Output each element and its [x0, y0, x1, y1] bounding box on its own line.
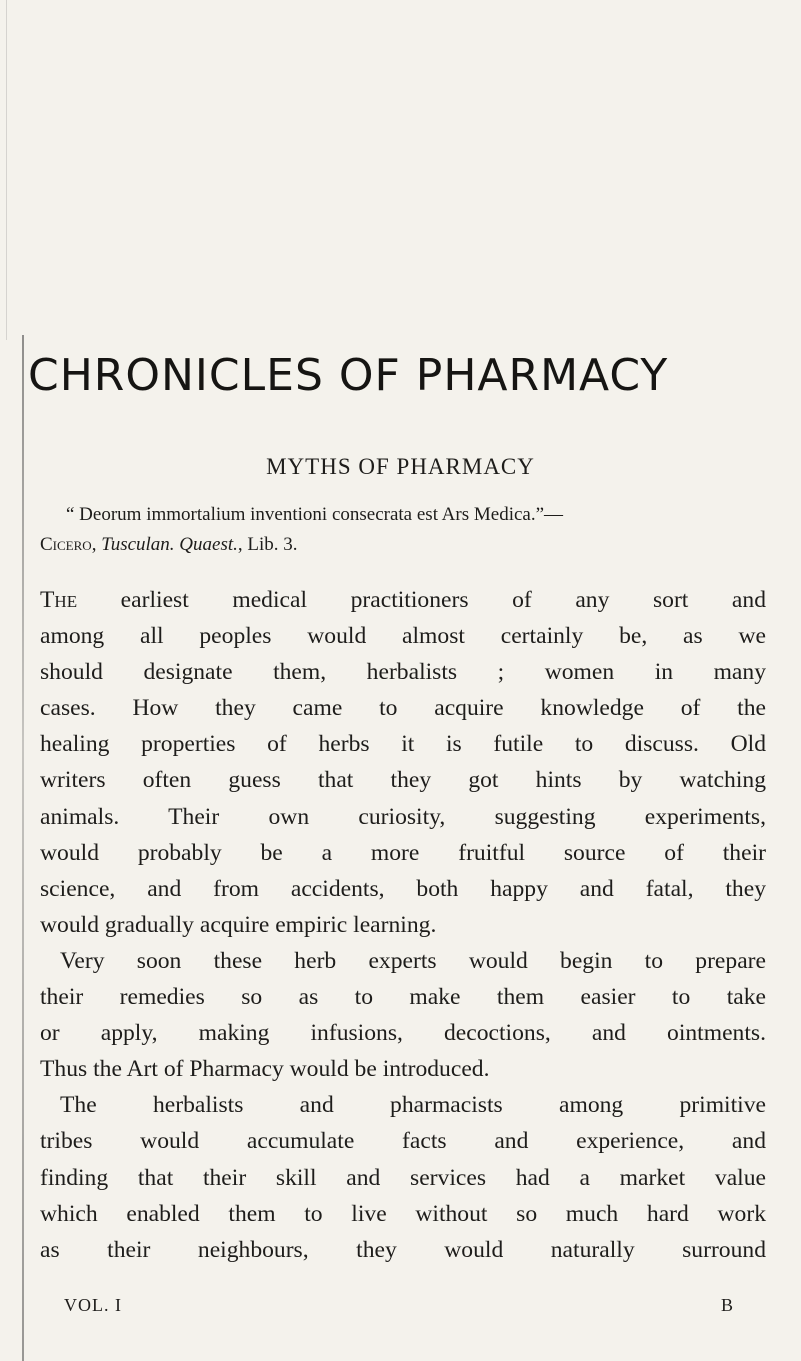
- chapter-heading: MYTHS OF PHARMACY: [266, 454, 535, 479]
- body-line: among all peoples would almost certainly be, as we: [40, 623, 766, 650]
- body-line: healing properties of herbs it is futile to discuss. Old: [40, 731, 766, 758]
- body-line: their remedies so as to make them easier to take: [40, 984, 766, 1011]
- body-line: [40, 582, 766, 618]
- body-line: writers often guess that they got hints by watching: [40, 767, 766, 794]
- body-line: Very soon these herb experts would begin to prepare: [60, 947, 766, 974]
- page-edge-shadow: [6, 0, 7, 340]
- body-line: would probably be a more fruitful source of their: [40, 839, 766, 866]
- body-line: or apply, making infusions, decoctions, and ointments.: [40, 1020, 766, 1047]
- epigraph-separator: ,: [237, 534, 248, 555]
- epigraph-work: Tusculan. Quaest.: [101, 534, 238, 555]
- body-line: which enabled them to live without so much hard work: [40, 1200, 766, 1227]
- volume-marker: VOL. I: [64, 1295, 122, 1315]
- body-line: tribes would accumulate facts and experience, and: [40, 1128, 766, 1155]
- binding-edge-line: [22, 335, 24, 1361]
- body-line: as their neighbours, they would naturally surround: [40, 1236, 766, 1263]
- body-line-text: earliest medical practitioners of any sort and: [77, 587, 766, 613]
- body-line: finding that their skill and services had a market value: [40, 1164, 766, 1191]
- epigraph-author: Cicero: [40, 534, 92, 555]
- opening-word: The: [40, 587, 78, 613]
- body-line: would gradually acquire empiric learning.: [40, 911, 437, 938]
- body-text: [40, 582, 766, 1268]
- body-line: Thus the Art of Pharmacy would be introduced.: [40, 1056, 490, 1083]
- epigraph-separator: ,: [91, 534, 102, 555]
- body-line: cases. How they came to acquire knowledge of the: [40, 695, 766, 722]
- body-line: The herbalists and pharmacists among primitive: [60, 1092, 766, 1119]
- body-line: animals. Their own curiosity, suggesting experiments,: [40, 803, 766, 830]
- epigraph-quote: “ Deorum immortalium inventioni consecrata est Ars Medica.”—: [66, 504, 564, 525]
- signature-mark: B: [720, 1295, 734, 1315]
- epigraph-citation: [40, 530, 780, 560]
- book-title: CHRONICLES OF PHARMACY: [28, 350, 669, 401]
- body-line: should designate them, herbalists ; women in many: [40, 659, 766, 686]
- body-line: science, and from accidents, both happy and fatal, they: [40, 875, 766, 902]
- epigraph: [40, 500, 780, 560]
- epigraph-reference: Lib. 3.: [247, 534, 298, 555]
